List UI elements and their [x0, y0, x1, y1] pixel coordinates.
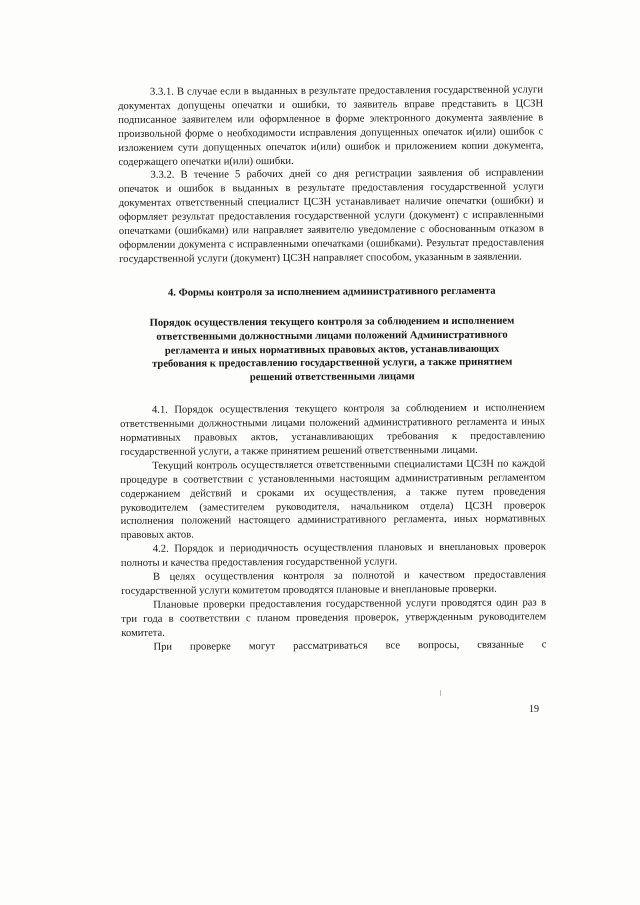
paragraph-current-control: Текущий контроль осуществляется ответственными специалистами ЦСЗН по каждой процедуре в соответствии с установленными настоящим административным регламентом содержанием действий и сроками их осуществления, а также путем проведения руководителем (заместителем руководителя, начальником отдела) ЦСЗН проверок исполнения положений настоящего административного регламента, иных нормативных правовых актов. — [120, 458, 546, 542]
scan-speck — [440, 690, 441, 696]
paragraph-control-purpose: В целях осуществления контроля за полнотой и качеством предоставления государственной услуги комитетом проводятся плановые и внеплановые проверки. — [121, 569, 547, 597]
paragraph-check-questions: При проверке могут рассматриваться все вопросы, связанные с — [153, 639, 547, 653]
subsection-title: Порядок осуществления текущего контроля за соблюдением и исполнением ответственными должностными лицами положений Административного регламента и иных нормативных правовых актов, устанавливающих требования к предоставлению государственной услуги, а также принятием решений ответственными лицами — [149, 315, 515, 384]
paragraph-4-2: 4.2. Порядок и периодичность осуществления плановых и внеплановых проверок полноты и качества предоставления государственной услуги. — [120, 541, 546, 570]
section-title: 4. Формы контроля за исполнением административного регламента — [167, 285, 496, 299]
paragraph-3-3-1: 3.3.1. В случае если в выданных в результате предоставления государственной услуги документах допущены опечатки и ошибки, то заявитель вправе представить в ЦСЗН подписанное заявителем или оформленное в форме электронного документа заявление в произвольной форме о необходимости исправления допущенных опечаток и(или) ошибок с изложением сути допущенных опечаток и(или) ошибок и приложением копии документа, содержащего опечатки и(или) ошибки. — [118, 84, 544, 168]
paragraph-4-1: 4.1. Порядок осуществления текущего контроля за соблюдением и исполнением ответственными должностными лицами положений административного регламента и иных нормативных правовых актов, устанавливающих требования к предоставлению государственной услуги, а также принятием решений ответственными лицами. — [120, 402, 546, 458]
paragraph-3-3-2: 3.3.2. В течение 5 рабочих дней со дня регистрации заявления об исправлении опечаток и ошибок в выданных в результате предоставления государственной услуги документах ответственный специалист ЦСЗН устанавливает наличие опечатки (ошибки) и оформляет результат предоставления государственной услуги (документ) с исправленными опечатками (ошибками) или направляет заявителю уведомление с обоснованным отказом в оформлении документа с исправленными опечатками (ошибками). Результат предоставления государственной услуги (документ) ЦСЗН направляет способом, указанным в заявлении. — [118, 167, 544, 265]
paragraph-planned-checks: Плановые проверки предоставления государственной услуги проводятся один раз в три года в соответствии с планом проведения проверок, утвержденным руководителем комитета. — [121, 597, 547, 639]
page-number: 19 — [529, 704, 539, 715]
page-body — [118, 83, 546, 654]
